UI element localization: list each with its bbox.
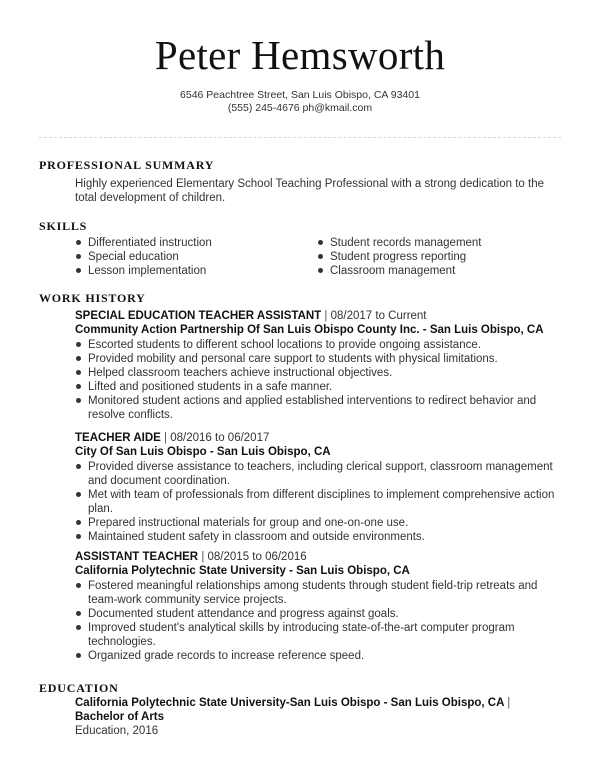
contact-phone-email: (555) 245-4676 ph@kmail.com <box>227 102 373 114</box>
job-title-line <box>75 431 565 445</box>
job-duties <box>75 460 565 544</box>
work-history-heading: WORK HISTORY <box>39 291 146 305</box>
job-dates: 08/2015 to 06/2016 <box>207 551 307 563</box>
header-divider <box>39 137 561 138</box>
education-heading: EDUCATION <box>39 681 119 695</box>
education-school: California Polytechnic State University-San Luis Obispo - San Luis Obispo, CA <box>75 697 504 709</box>
skill-item: Student progress reporting <box>317 250 482 264</box>
skill-item: Classroom management <box>317 264 482 278</box>
duty-item: Lifted and positioned students in a safe manner. <box>75 380 565 394</box>
skill-item: Special education <box>75 250 212 264</box>
skills-heading: SKILLS <box>39 219 88 233</box>
duty-item: Monitored student actions and applied established interventions to redirect behavior and resolve conflicts. <box>75 394 565 422</box>
education-detail: Education, 2016 <box>75 725 159 737</box>
separator: | <box>164 432 168 444</box>
job-title: SPECIAL EDUCATION TEACHER ASSISTANT <box>75 310 322 322</box>
job-duties <box>75 338 565 422</box>
education-school-line <box>75 696 555 724</box>
job-duties <box>75 579 565 663</box>
job-title-line <box>75 309 565 323</box>
duty-item: Escorted students to different school locations to provide ongoing assistance. <box>75 338 565 352</box>
duty-item: Prepared instructional materials for group and one-on-one use. <box>75 516 565 530</box>
separator: | <box>201 551 205 563</box>
candidate-name: Peter Hemsworth <box>154 32 446 78</box>
job-dates: 08/2016 to 06/2017 <box>170 432 270 444</box>
job-employer: California Polytechnic State University - San Luis Obispo, CA <box>75 565 410 577</box>
job-title: ASSISTANT TEACHER <box>75 551 199 563</box>
job-title-line <box>75 550 565 564</box>
duty-item: Provided diverse assistance to teachers, including clerical support, classroom management and document coordination. <box>75 460 565 488</box>
skill-item: Differentiated instruction <box>75 236 212 250</box>
duty-item: Helped classroom teachers achieve instructional objectives. <box>75 366 565 380</box>
skill-item: Lesson implementation <box>75 264 212 278</box>
separator: | <box>507 697 511 709</box>
skill-item: Student records management <box>317 236 482 250</box>
job-dates: 08/2017 to Current <box>330 310 427 322</box>
duty-item: Improved student's analytical skills by introducing state-of-the-art computer program technologies. <box>75 621 565 649</box>
duty-item: Provided mobility and personal care support to students with physical limitations. <box>75 352 565 366</box>
job-employer: Community Action Partnership Of San Luis Obispo County Inc. - San Luis Obispo, CA <box>75 324 544 336</box>
separator: | <box>324 310 328 322</box>
summary-heading: PROFESSIONAL SUMMARY <box>39 158 215 172</box>
education-degree: Bachelor of Arts <box>75 711 165 723</box>
job-employer: City Of San Luis Obispo - San Luis Obispo, CA <box>75 446 331 458</box>
skills-list-left <box>75 236 212 278</box>
job-title: TEACHER AIDE <box>75 432 161 444</box>
duty-item: Fostered meaningful relationships among students through student field-trip retreats and team-work community service projects. <box>75 579 565 607</box>
contact-address: 6546 Peachtree Street, San Luis Obispo, CA 93401 <box>180 89 420 101</box>
skills-list-right <box>317 236 482 278</box>
duty-item: Maintained student safety in classroom and outside environments. <box>75 530 565 544</box>
duty-item: Documented student attendance and progress against goals. <box>75 607 565 621</box>
duty-item: Met with team of professionals from different disciplines to implement comprehensive action plan. <box>75 488 565 516</box>
duty-item: Organized grade records to increase reference speed. <box>75 649 565 663</box>
summary-text: Highly experienced Elementary School Teaching Professional with a strong dedication to the total development of children. <box>75 178 545 204</box>
